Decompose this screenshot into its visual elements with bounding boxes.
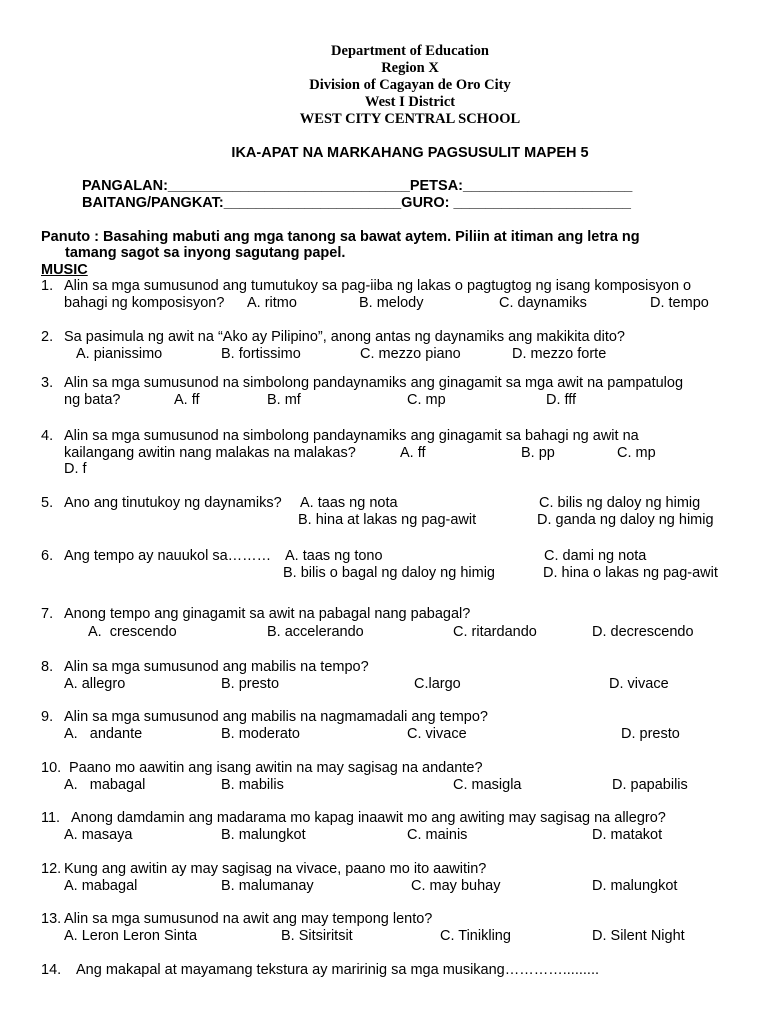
instructions-line2: tamang sagot sa inyong sagutang papel.: [65, 245, 346, 261]
choice-d: D. hina o lakas ng pag-awit: [543, 565, 718, 581]
question-text-continued: ng bata?: [64, 392, 121, 408]
choice-c: C. dami ng nota: [544, 548, 647, 564]
question-number: 1.: [41, 278, 54, 294]
question-text-continued: bahagi ng komposisyon?: [64, 295, 225, 311]
question-text: Alin sa mga sumusunod ang tumutukoy sa pag-iiba ng lakas o pagtugtog ng isang komposisyon o: [64, 278, 692, 294]
question-text: Alin sa mga sumusunod ang mabilis na nagmamadali ang tempo?: [64, 709, 488, 725]
choice-c: C. masigla: [453, 777, 522, 793]
choice-c: C. mp: [407, 392, 446, 408]
choice-c: C. mp: [617, 445, 656, 461]
choice-b: B. presto: [221, 676, 280, 692]
instructions-line1: Panuto : Basahing mabuti ang mga tanong sa bawat aytem. Piliin at itiman ang letra ng: [41, 229, 640, 245]
question-text-continued: kailangang awitin nang malakas na malakas?: [64, 445, 356, 461]
choice-c: C. vivace: [407, 726, 467, 742]
question-text: Ang tempo ay nauukol sa………: [64, 548, 272, 564]
grade-teacher-fields: BAITANG/PANGKAT:______________________GURO: ______________________: [82, 195, 631, 211]
name-date-fields: PANGALAN:______________________________PETSA:_____________________: [82, 178, 633, 194]
choice-a: A. ff: [174, 392, 200, 408]
choice-d: D. malungkot: [592, 878, 678, 894]
choice-b: B. malungkot: [221, 827, 306, 843]
choice-b: B. malumanay: [221, 878, 314, 894]
choice-a: A. ff: [400, 445, 426, 461]
question-number: 2.: [41, 329, 54, 345]
choice-c: C. may buhay: [411, 878, 501, 894]
choice-a: A. masaya: [64, 827, 133, 843]
question-text: Alin sa mga sumusunod na simbolong pandaynamiks ang ginagamit sa bahagi ng awit na: [64, 428, 639, 444]
question-number: 14.: [41, 962, 62, 978]
choice-a: A. allegro: [64, 676, 126, 692]
header-region: Region X: [381, 60, 439, 76]
choice-c: C.largo: [414, 676, 461, 692]
choice-a: A. andante: [64, 726, 143, 742]
choice-b: B. hina at lakas ng pag-awit: [298, 512, 477, 528]
choice-a: A. mabagal: [64, 878, 138, 894]
choice-b: B. bilis o bagal ng daloy ng himig: [283, 565, 495, 581]
choice-d: D. matakot: [592, 827, 663, 843]
choice-d: D. vivace: [609, 676, 669, 692]
choice-b: B. fortissimo: [221, 346, 301, 362]
choice-c: C. Tinikling: [440, 928, 511, 944]
question-text: Alin sa mga sumusunod na simbolong pandaynamiks ang ginagamit sa mga awit na pampatulog: [64, 375, 684, 391]
choice-b: B. Sitsiritsit: [281, 928, 353, 944]
question-number: 3.: [41, 375, 54, 391]
choice-c: C. mainis: [407, 827, 468, 843]
question-text: Alin sa mga sumusunod ang mabilis na tempo?: [64, 659, 369, 675]
header-division: Division of Cagayan de Oro City: [309, 77, 511, 93]
choice-c: C. daynamiks: [499, 295, 587, 311]
choice-d: D. ganda ng daloy ng himig: [537, 512, 714, 528]
question-number: 11.: [41, 810, 61, 826]
question-text: Anong tempo ang ginagamit sa awit na pabagal nang pabagal?: [64, 606, 471, 622]
choice-b: B. melody: [359, 295, 424, 311]
choice-c: C. bilis ng daloy ng himig: [539, 495, 701, 511]
choice-a: A. mabagal: [64, 777, 146, 793]
choice-c: C. ritardando: [453, 624, 537, 640]
exam-title: IKA-APAT NA MARKAHANG PAGSUSULIT MAPEH 5: [231, 145, 589, 161]
choice-d: D. f: [64, 461, 87, 477]
question-number: 5.: [41, 495, 54, 511]
document-header: [0, 43, 768, 128]
choice-b: B. moderato: [221, 726, 300, 742]
choice-d: D. fff: [546, 392, 577, 408]
header-department: Department of Education: [331, 43, 489, 59]
choice-a: A. crescendo: [88, 624, 177, 640]
question-number: 6.: [41, 548, 54, 564]
question-number: 13.: [41, 911, 62, 927]
question-number: 4.: [41, 428, 54, 444]
choice-a: A. taas ng nota: [300, 495, 398, 511]
choice-d: D. Silent Night: [592, 928, 685, 944]
choice-d: D. decrescendo: [592, 624, 694, 640]
question-text: Sa pasimula ng awit na “Ako ay Pilipino”, anong antas ng daynamiks ang makikita dito?: [64, 329, 625, 345]
choice-b: B. mabilis: [221, 777, 284, 793]
question-text: Ang makapal at mayamang tekstura ay maririnig sa mga musikang………….........: [76, 962, 600, 978]
question-text: Ano ang tinutukoy ng daynamiks?: [64, 495, 282, 511]
choice-a: A. Leron Leron Sinta: [64, 928, 198, 944]
question-number: 7.: [41, 606, 54, 622]
choice-d: D. papabilis: [612, 777, 688, 793]
question-text: Paano mo aawitin ang isang awitin na may sagisag na andante?: [69, 760, 483, 776]
question-text: Anong damdamin ang madarama mo kapag inaawit mo ang awiting may sagisag na allegro?: [71, 810, 666, 826]
choice-a: A. taas ng tono: [285, 548, 383, 564]
choice-d: D. mezzo forte: [512, 346, 607, 362]
question-number: 12.: [41, 861, 62, 877]
header-district: West I District: [364, 94, 456, 110]
choice-a: A. ritmo: [247, 295, 297, 311]
header-school: WEST CITY CENTRAL SCHOOL: [299, 111, 521, 127]
choice-b: B. pp: [521, 445, 555, 461]
choice-d: D. tempo: [650, 295, 709, 311]
choice-a: A. pianissimo: [76, 346, 163, 362]
choice-b: B. accelerando: [267, 624, 364, 640]
choice-c: C. mezzo piano: [360, 346, 461, 362]
choice-b: B. mf: [267, 392, 301, 408]
question-text: Alin sa mga sumusunod na awit ang may tempong lento?: [64, 911, 433, 927]
question-number: 9.: [41, 709, 54, 725]
choice-d: D. presto: [621, 726, 680, 742]
section-title-music: MUSIC: [41, 262, 88, 278]
question-text: Kung ang awitin ay may sagisag na vivace, paano mo ito aawitin?: [64, 861, 487, 877]
question-number: 10.: [41, 760, 62, 776]
instructions: [41, 229, 731, 261]
question-number: 8.: [41, 659, 54, 675]
